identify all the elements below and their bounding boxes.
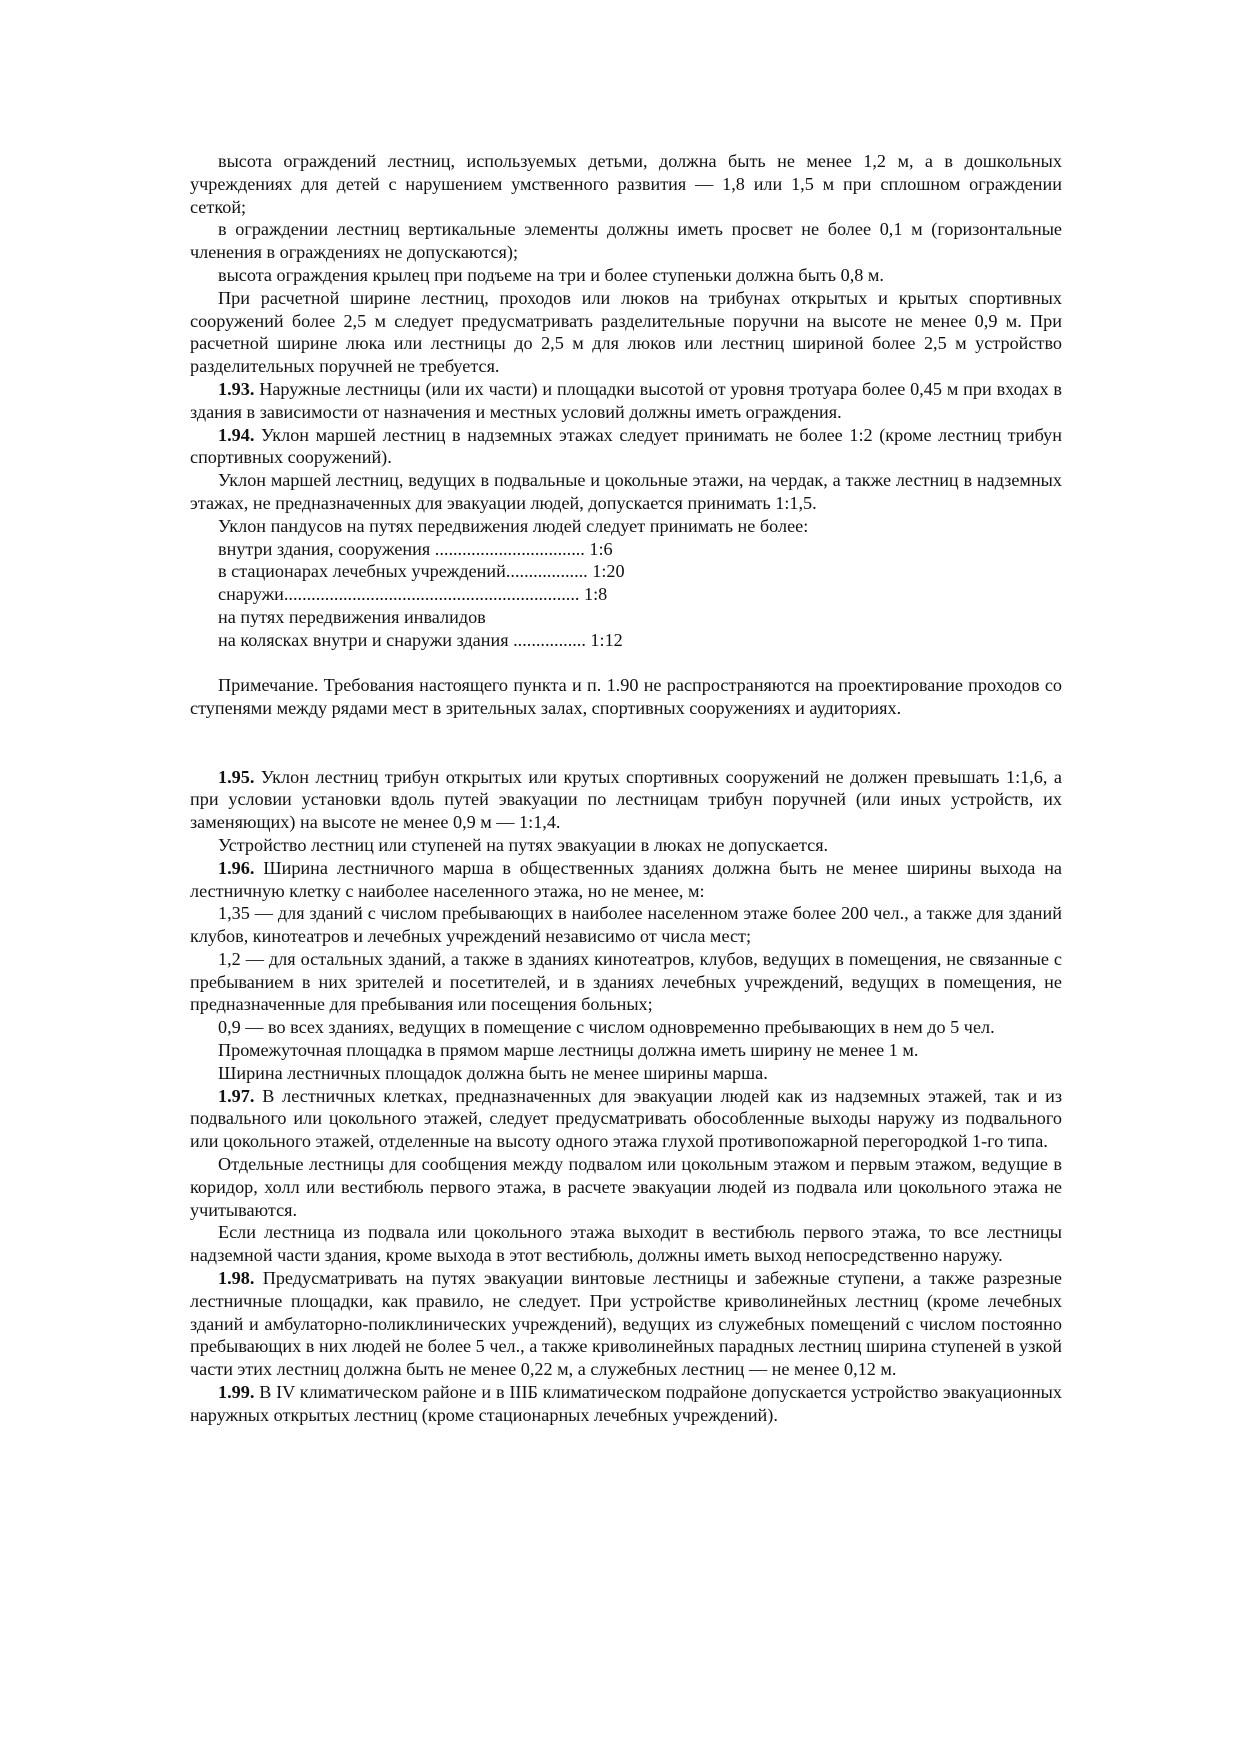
paragraph <box>190 834 1062 857</box>
paragraph <box>190 1153 1062 1221</box>
paragraph-text: В IV климатическом районе и в IIIБ климатическом подрайоне допускается устройство эвакуационных наружных открытых лестниц (кроме стационарных лечебных учреждений). <box>190 1382 1062 1425</box>
paragraph <box>190 287 1062 378</box>
paragraph <box>190 1062 1062 1085</box>
clause-number: 1.94. <box>218 424 255 445</box>
paragraph <box>190 948 1062 1016</box>
slope-list-item: внутри здания, сооружения ................................. 1:6 <box>218 538 613 559</box>
paragraph <box>190 264 1062 287</box>
paragraph <box>190 1221 1062 1267</box>
paragraph-text: Устройство лестниц или ступеней на путях эвакуации в люках не допускается. <box>218 834 829 855</box>
paragraph <box>190 150 1062 218</box>
slope-list-item: снаружи................................................................. 1:8 <box>218 584 608 605</box>
paragraph-text: Уклон маршей лестниц в надземных этажах следует принимать не более 1:2 (кроме лестниц трибун спортивных сооружений). <box>190 424 1062 468</box>
spacer <box>190 652 1062 675</box>
paragraph-text: Отдельные лестницы для сообщения между подвалом или цокольным этажом и первым этажом, ведущие в коридор, холл или вестибюль первого этажа, в расчете эвакуации людей из подвала или цокольного этажа не учитываются. <box>190 1154 1062 1220</box>
clause-number: 1.99. <box>218 1382 255 1403</box>
paragraph-text: в ограждении лестниц вертикальные элементы должны иметь просвет не более 0,1 м (горизонтальные членения в ограждениях не допускаются); <box>190 219 1062 263</box>
paragraph-text: Наружные лестницы (или их части) и площадки высотой от уровня тротуара более 0,45 м при входах в здания в зависимости от назначения и местных условий должны иметь ограждения. <box>190 378 1062 422</box>
note: Примечание. Требования настоящего пункта и п. 1.90 не распространяются на проектирование проходов со ступенями между рядами мест в зрительных залах, спортивных сооружениях и аудиториях. <box>190 675 1062 719</box>
paragraph-text: Предусматривать на путях эвакуации винтовые лестницы и забежные ступени, а также разрезные лестничные площадки, как правило, не следует. При устройстве криволинейных лестниц (кроме лечебных зданий и амбулаторно-поликлинических учреждений), ведущих из служебных помещений с числом постоянно пребывающих в них людей не более 5 чел., а также криволинейных парадных лестниц ширина ступеней в узкой части этих лестниц должна быть не менее 0,22 м, а служебных лестниц — не менее 0,12 м. <box>190 1268 1063 1380</box>
paragraph-1-94 <box>190 424 1062 470</box>
paragraph <box>190 902 1062 948</box>
spacer <box>190 720 1062 766</box>
paragraph-text: Ширина лестничного марша в общественных зданиях должна быть не менее ширины выхода на лестничную клетку с наиболее населенного этажа, но не менее, м: <box>190 857 1062 901</box>
paragraph-text: 1,2 — для остальных зданий, а также в зданиях кинотеатров, клубов, ведущих в помещения, не связанные с пребыванием в них зрителей и посетителей, и в зданиях лечебных учреждений, ведущих в помещения, не предназначенные для пребывания или посещения больных; <box>190 948 1062 1015</box>
slope-intro: Уклон пандусов на путях передвижения людей следует принимать не более: <box>218 515 809 536</box>
paragraph-1-93 <box>190 378 1062 424</box>
clause-number: 1.96. <box>218 857 255 878</box>
slope-list-item: на колясках внутри и снаружи здания ................ 1:12 <box>218 629 623 650</box>
paragraph <box>190 469 1062 515</box>
paragraph-text: Если лестница из подвала или цокольного этажа выходит в вестибюль первого этажа, то все лестницы надземной части здания, кроме выхода в этот вестибюль, должны иметь выход непосредственно наружу. <box>190 1222 1062 1266</box>
paragraph-text: 1,35 — для зданий с числом пребывающих в наиболее населенном этаже более 200 чел., а также для зданий клубов, кинотеатров и лечебных учреждений независимо от числа мест; <box>190 903 1062 947</box>
paragraph-1-95 <box>190 766 1062 834</box>
paragraph-1-96 <box>190 857 1062 903</box>
paragraph <box>190 1039 1062 1062</box>
slope-list-item: в стационарах лечебных учреждений.................. 1:20 <box>218 561 625 582</box>
document-page <box>190 150 1062 1427</box>
paragraph-text: 0,9 — во всех зданиях, ведущих в помещение с числом одновременно пребывающих в нем до 5 чел. <box>218 1017 995 1038</box>
paragraph-text: В лестничных клетках, предназначенных для эвакуации людей как из надземных этажей, так и из подвального или цокольного этажей, следует предусматривать обособленные выходы наружу из подвального или цокольного этажей, отделенные на высоту одного этажа глухой противопожарной перегородкой 1-го типа. <box>190 1085 1063 1152</box>
section-paragraphs-2 <box>190 766 1062 1427</box>
clause-number: 1.98. <box>218 1268 255 1289</box>
paragraph <box>190 1016 1062 1039</box>
section-paragraphs-1 <box>190 150 1062 515</box>
paragraph <box>190 218 1062 264</box>
paragraph-text: высота ограждения крылец при подъеме на три и более ступеньки должна быть 0,8 м. <box>218 264 884 285</box>
paragraph-text: высота ограждений лестниц, используемых детьми, должна быть не менее 1,2 м, а в дошкольных учреждениях для детей с нарушением умственного развития — 1,8 или 1,5 м при сплошном ограждении сеткой; <box>190 151 1062 217</box>
clause-number: 1.93. <box>218 378 255 399</box>
clause-number: 1.95. <box>218 766 255 787</box>
slope-list-item: на путях передвижения инвалидов <box>218 606 486 627</box>
paragraph-1-99 <box>190 1381 1062 1427</box>
slope-list <box>190 538 1062 652</box>
paragraph-1-98 <box>190 1267 1062 1381</box>
clause-number: 1.97. <box>218 1085 255 1106</box>
paragraph-text: Уклон лестниц трибун открытых или крутых спортивных сооружений не должен превышать 1:1,6, а при условии установки вдоль путей эвакуации по лестницам трибун поручней (или иных устройств, их заменяющих) на высоте не менее 0,9 м — 1:1,4. <box>190 766 1063 833</box>
paragraph-text: При расчетной ширине лестниц, проходов или люков на трибунах открытых и крытых спортивных сооружений более 2,5 м следует предусматривать разделительные поручни на высоте не менее 0,9 м. При расчетной ширине люка или лестницы до 2,5 м для люков или лестниц шириной более 2,5 м устройство разделительных поручней не требуется. <box>190 287 1062 377</box>
paragraph-text: Промежуточная площадка в прямом марше лестницы должна иметь ширину не менее 1 м. <box>218 1040 919 1061</box>
paragraph-1-97 <box>190 1085 1062 1153</box>
paragraph-text: Ширина лестничных площадок должна быть не менее ширины марша. <box>218 1062 768 1083</box>
paragraph-text: Уклон маршей лестниц, ведущих в подвальные и цокольные этажи, на чердак, а также лестниц в надземных этажах, не предназначенных для эвакуации людей, допускается принимать 1:1,5. <box>190 470 1062 513</box>
